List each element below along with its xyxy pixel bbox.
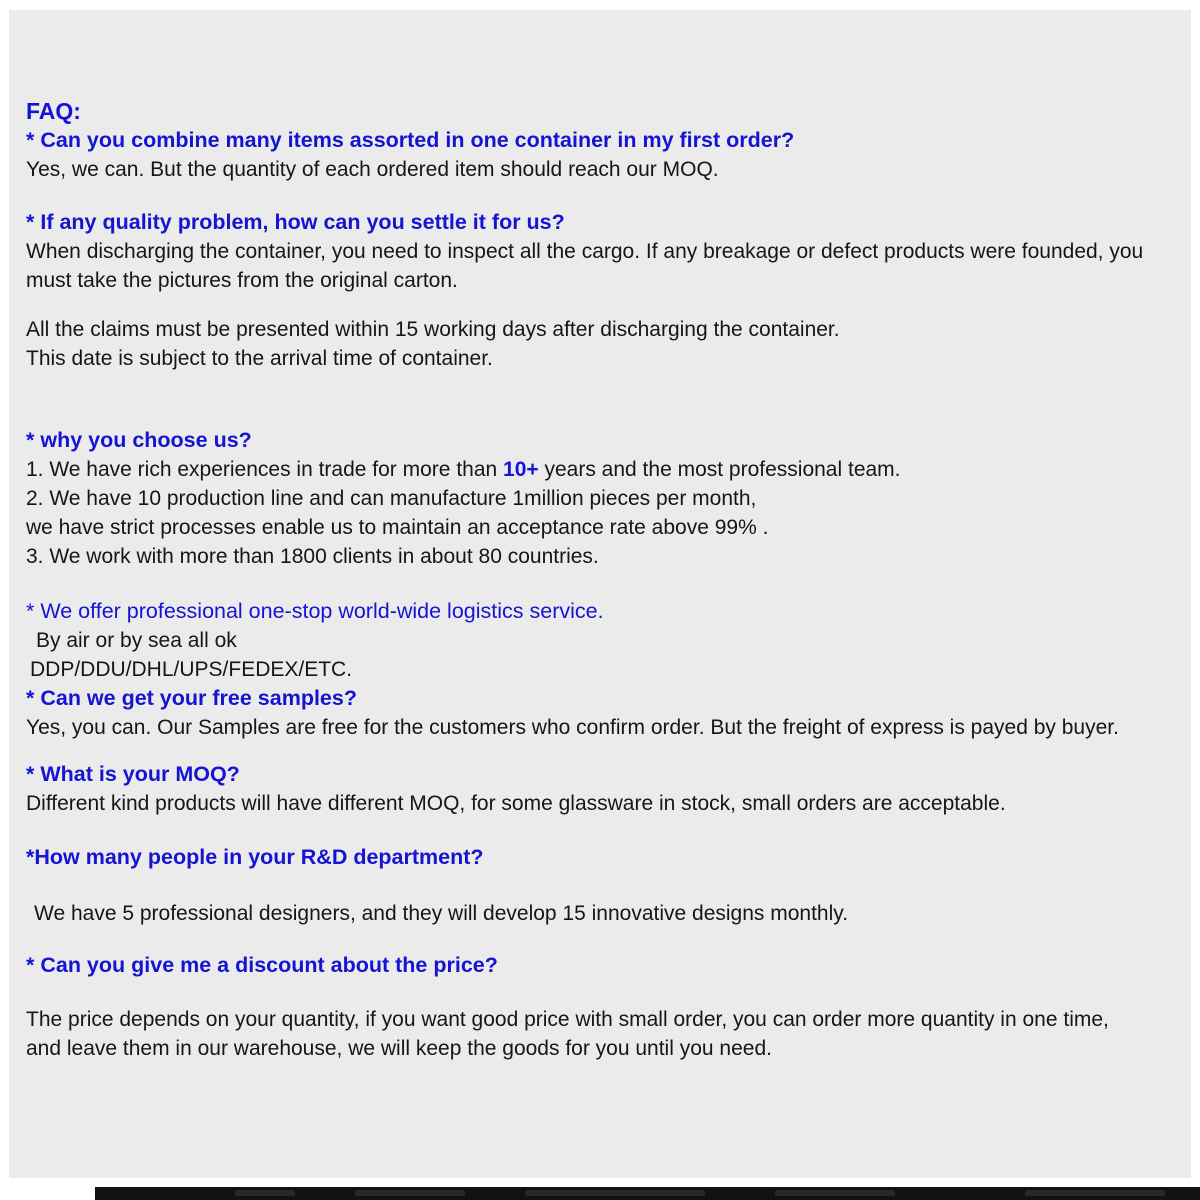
question-discount: * Can you give me a discount about the price? (26, 953, 498, 977)
faq-content (9, 10, 1191, 1063)
answer-choose-us-line3: we have strict processes enable us to maintain an acceptance rate above 99% . (26, 516, 769, 539)
cutoff-text-smudge (775, 1190, 895, 1196)
question-free-samples: * Can we get your free samples? (26, 686, 357, 710)
answer-combine-items: Yes, we can. But the quantity of each ordered item should reach our MOQ. (26, 158, 719, 181)
question-why-choose-us: * why you choose us? (26, 428, 252, 452)
answer-discount-line1: The price depends on your quantity, if you want good price with small order, you can order more quantity in one time, (26, 1008, 1109, 1031)
spacer (26, 818, 1191, 843)
question-rd-department: *How many people in your R&D department? (26, 845, 484, 869)
answer-logistics-line1: By air or by sea all ok (36, 629, 237, 652)
highlight-10plus: 10+ (503, 458, 539, 481)
spacer (26, 980, 1191, 1005)
faq-title: FAQ: (26, 98, 81, 124)
spacer (26, 571, 1191, 597)
question-combine-items: * Can you combine many items assorted in one container in my first order? (26, 128, 795, 152)
cutoff-text-smudge (525, 1190, 705, 1196)
answer-logistics-line2: DDP/DDU/DHL/UPS/FEDEX/ETC. (30, 658, 353, 681)
claims-line2: This date is subject to the arrival time of container. (26, 347, 493, 370)
answer-text: years and the most professional team. (538, 458, 901, 481)
cutoff-text-smudge (355, 1190, 465, 1196)
answer-choose-us-line2: 2. We have 10 production line and can manufacture 1million pieces per month, (26, 487, 757, 510)
answer-free-samples: Yes, you can. Our Samples are free for the customers who confirm order. But the freight of express is payed by buyer. (26, 716, 1119, 739)
next-image-strip (95, 1187, 1200, 1200)
spacer (26, 742, 1191, 760)
answer-choose-us-line4: 3. We work with more than 1800 clients in about 80 countries. (26, 545, 599, 568)
cutoff-text-smudge (235, 1190, 295, 1196)
claims-line1: All the claims must be presented within 15 working days after discharging the container. (26, 318, 840, 341)
answer-quality-line1: When discharging the container, you need to inspect all the cargo. If any breakage or defect products were founded, you (26, 240, 1144, 263)
spacer (26, 872, 1191, 899)
question-logistics-service: * We offer professional one-stop world-wide logistics service. (26, 599, 604, 623)
answer-quality-line2: must take the pictures from the original carton. (26, 269, 458, 292)
spacer (26, 295, 1191, 315)
spacer (26, 373, 1191, 426)
question-moq: * What is your MOQ? (26, 762, 240, 786)
faq-panel (9, 10, 1191, 1178)
answer-text: 1. We have rich experiences in trade for more than (26, 458, 504, 481)
answer-moq: Different kind products will have different MOQ, for some glassware in stock, small orders are acceptable. (26, 792, 1006, 815)
question-quality-problem: * If any quality problem, how can you settle it for us? (26, 210, 565, 234)
answer-choose-us-line1 (26, 455, 1191, 484)
answer-rd-department: We have 5 professional designers, and they will develop 15 innovative designs monthly. (34, 902, 849, 925)
spacer (26, 928, 1191, 951)
spacer (26, 184, 1191, 208)
cutoff-text-smudge (1025, 1190, 1165, 1196)
answer-discount-line2: and leave them in our warehouse, we will keep the goods for you until you need. (26, 1037, 772, 1060)
